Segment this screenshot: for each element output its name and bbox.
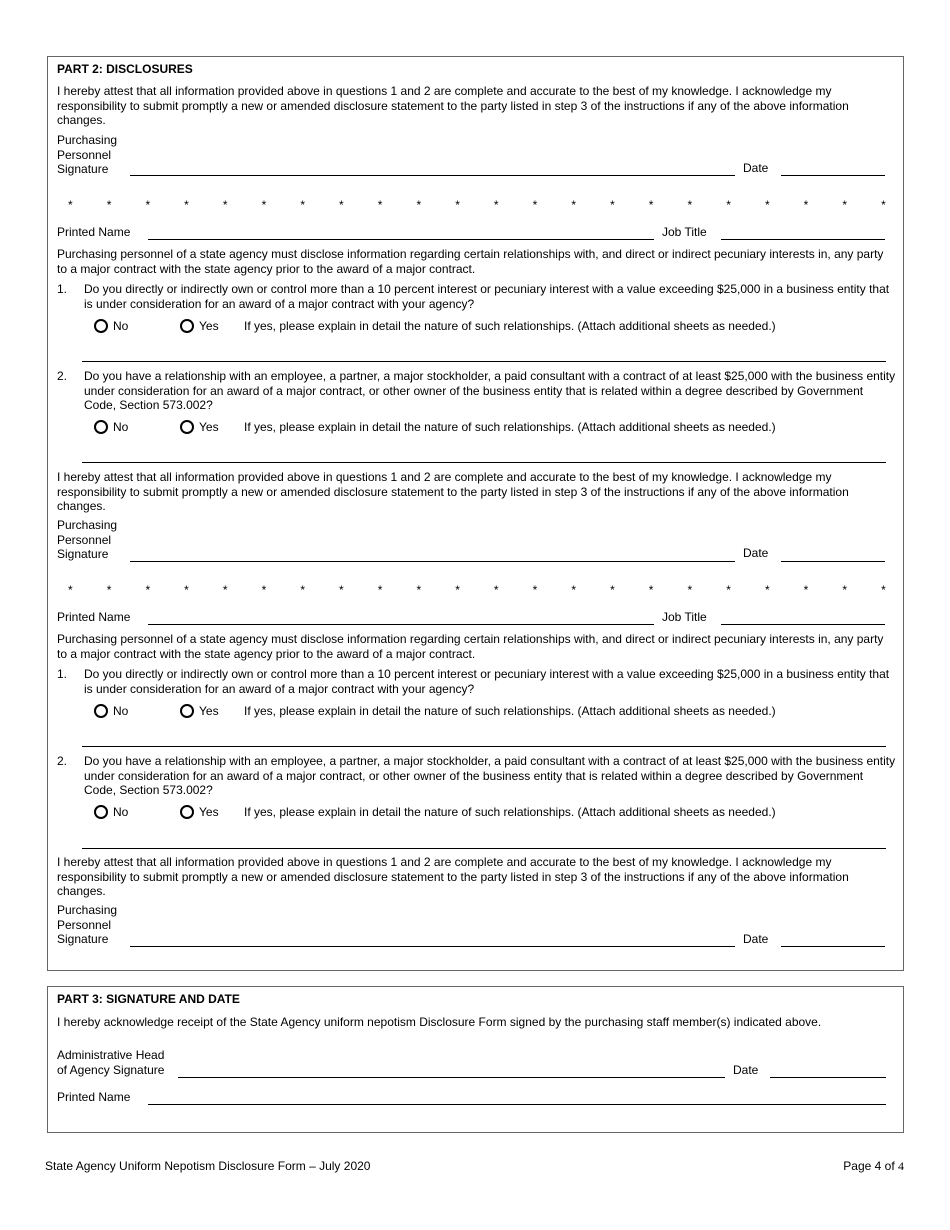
q1-no-option-2[interactable]: No <box>94 704 180 719</box>
date-label-2: Date <box>743 546 769 560</box>
q2-text-1: Do you have a relationship with an employee, a partner, a major stockholder, a paid consultant with a contract of at least $25,000 with the business entity under consideration for an award of a major contract, or other owner of the business entity that is related within a degree described by Government Code, Section 573.002? <box>84 369 896 413</box>
attest-text-1: I hereby attest that all information provided above in questions 1 and 2 are complete and accurate to the best of my knowledge. I acknowledge my responsibility to submit promptly a new or amended disclosure statement to the party listed in step 3 of the instructions if any of the above information changes. <box>57 84 849 128</box>
q1-text-2: Do you directly or indirectly own or control more than a 10 percent interest or pecuniary interest with a value exceeding $25,000 in a business entity that is under consideration for an award of a major contract with your agency? <box>84 667 890 696</box>
attest-text-2: I hereby attest that all information provided above in questions 1 and 2 are complete and accurate to the best of my knowledge. I acknowledge my responsibility to submit promptly a new or amended disclosure statement to the party listed in step 3 of the instructions if any of the above information changes. <box>57 470 849 514</box>
radio-icon[interactable] <box>180 805 194 819</box>
q1-number-1: 1. <box>57 282 68 296</box>
admin-date-label: Date <box>733 1063 759 1077</box>
admin-printed-name-line[interactable] <box>148 1104 886 1105</box>
job-title-line-2[interactable] <box>721 624 885 625</box>
footer-form-title: State Agency Uniform Nepotism Disclosure Form – July 2020 <box>45 1159 371 1173</box>
q1-options-2 <box>94 704 776 719</box>
radio-icon[interactable] <box>180 319 194 333</box>
q2-explain-text-1: If yes, please explain in detail the nature of such relationships. (Attach additional sheets as needed.) <box>244 420 776 434</box>
job-title-line-1[interactable] <box>721 239 885 240</box>
signature-line-2[interactable] <box>130 561 735 562</box>
signature-label-1: Purchasing Personnel Signature <box>57 133 118 177</box>
q2-answer-line-1[interactable] <box>82 462 886 463</box>
q1-no-option-1[interactable]: No <box>94 319 180 334</box>
q1-yes-option-1[interactable]: Yes <box>180 319 244 334</box>
printed-name-label-2: Printed Name <box>57 610 131 624</box>
q2-number-1: 2. <box>57 369 68 383</box>
admin-printed-name-label: Printed Name <box>57 1090 131 1104</box>
q2-options-1 <box>94 420 776 435</box>
date-label-1: Date <box>743 161 769 175</box>
date-label-3: Date <box>743 932 769 946</box>
job-title-label-1: Job Title <box>662 225 707 239</box>
star-separator-1: * * * * * * * * * * * * * * * * * * * * * * <box>68 198 886 212</box>
admin-signature-line[interactable] <box>178 1077 725 1078</box>
radio-icon[interactable] <box>180 704 194 718</box>
printed-name-line-1[interactable] <box>148 239 654 240</box>
q2-no-option-2[interactable]: No <box>94 805 180 820</box>
q1-options-1 <box>94 319 776 334</box>
q2-number-2: 2. <box>57 754 68 768</box>
radio-icon[interactable] <box>94 420 108 434</box>
date-line-1[interactable] <box>781 175 885 176</box>
q1-answer-line-2[interactable] <box>82 746 886 747</box>
part2-disclosures-section <box>47 56 904 971</box>
q1-yes-option-2[interactable]: Yes <box>180 704 244 719</box>
date-line-3[interactable] <box>781 946 885 947</box>
q2-explain-text-2: If yes, please explain in detail the nature of such relationships. (Attach additional sheets as needed.) <box>244 805 776 819</box>
intro-text-1: Purchasing personnel of a state agency must disclose information regarding certain relationships with, and direct or indirect pecuniary interests in, any party to a major contract with the state agency prior to the award of a major contract. <box>57 247 884 276</box>
q1-answer-line-1[interactable] <box>82 361 886 362</box>
part3-signature-section <box>47 986 904 1133</box>
attest-text-3: I hereby attest that all information provided above in questions 1 and 2 are complete and accurate to the best of my knowledge. I acknowledge my responsibility to submit promptly a new or amended disclosure statement to the party listed in step 3 of the instructions if any of the above information changes. <box>57 855 849 899</box>
signature-line-3[interactable] <box>130 946 735 947</box>
star-separator-2: * * * * * * * * * * * * * * * * * * * * * * <box>68 583 886 597</box>
q2-yes-option-1[interactable]: Yes <box>180 420 244 435</box>
admin-date-line[interactable] <box>770 1077 886 1078</box>
q2-yes-option-2[interactable]: Yes <box>180 805 244 820</box>
signature-label-3: Purchasing Personnel Signature <box>57 903 118 947</box>
radio-icon[interactable] <box>94 805 108 819</box>
q1-explain-text-1: If yes, please explain in detail the nature of such relationships. (Attach additional sheets as needed.) <box>244 319 776 333</box>
ack-text: I hereby acknowledge receipt of the State Agency uniform nepotism Disclosure Form signed by the purchasing staff member(s) indicated above. <box>57 1015 822 1029</box>
admin-signature-label: Administrative Head of Agency Signature <box>57 1048 165 1077</box>
radio-icon[interactable] <box>94 319 108 333</box>
footer-page-number: Page 4 of 4 <box>843 1159 904 1173</box>
signature-label-2: Purchasing Personnel Signature <box>57 518 118 562</box>
radio-icon[interactable] <box>180 420 194 434</box>
q2-no-option-1[interactable]: No <box>94 420 180 435</box>
part3-heading: PART 3: SIGNATURE AND DATE <box>57 992 240 1006</box>
printed-name-line-2[interactable] <box>148 624 654 625</box>
q2-answer-line-2[interactable] <box>82 848 886 849</box>
radio-icon[interactable] <box>94 704 108 718</box>
signature-line-1[interactable] <box>130 175 735 176</box>
q2-text-2: Do you have a relationship with an employee, a partner, a major stockholder, a paid consultant with a contract of at least $25,000 with the business entity under consideration for an award of a major contract, or other owner of the business entity that is related within a degree described by Government Code, Section 573.002? <box>84 754 896 798</box>
q1-explain-text-2: If yes, please explain in detail the nature of such relationships. (Attach additional sheets as needed.) <box>244 704 776 718</box>
date-line-2[interactable] <box>781 561 885 562</box>
job-title-label-2: Job Title <box>662 610 707 624</box>
intro-text-2: Purchasing personnel of a state agency must disclose information regarding certain relationships with, and direct or indirect pecuniary interests in, any party to a major contract with the state agency prior to the award of a major contract. <box>57 632 884 661</box>
q2-options-2 <box>94 805 776 820</box>
printed-name-label-1: Printed Name <box>57 225 131 239</box>
part2-heading: PART 2: DISCLOSURES <box>57 62 193 76</box>
q1-text-1: Do you directly or indirectly own or control more than a 10 percent interest or pecuniary interest with a value exceeding $25,000 in a business entity that is under consideration for an award of a major contract with your agency? <box>84 282 890 311</box>
q1-number-2: 1. <box>57 667 68 681</box>
